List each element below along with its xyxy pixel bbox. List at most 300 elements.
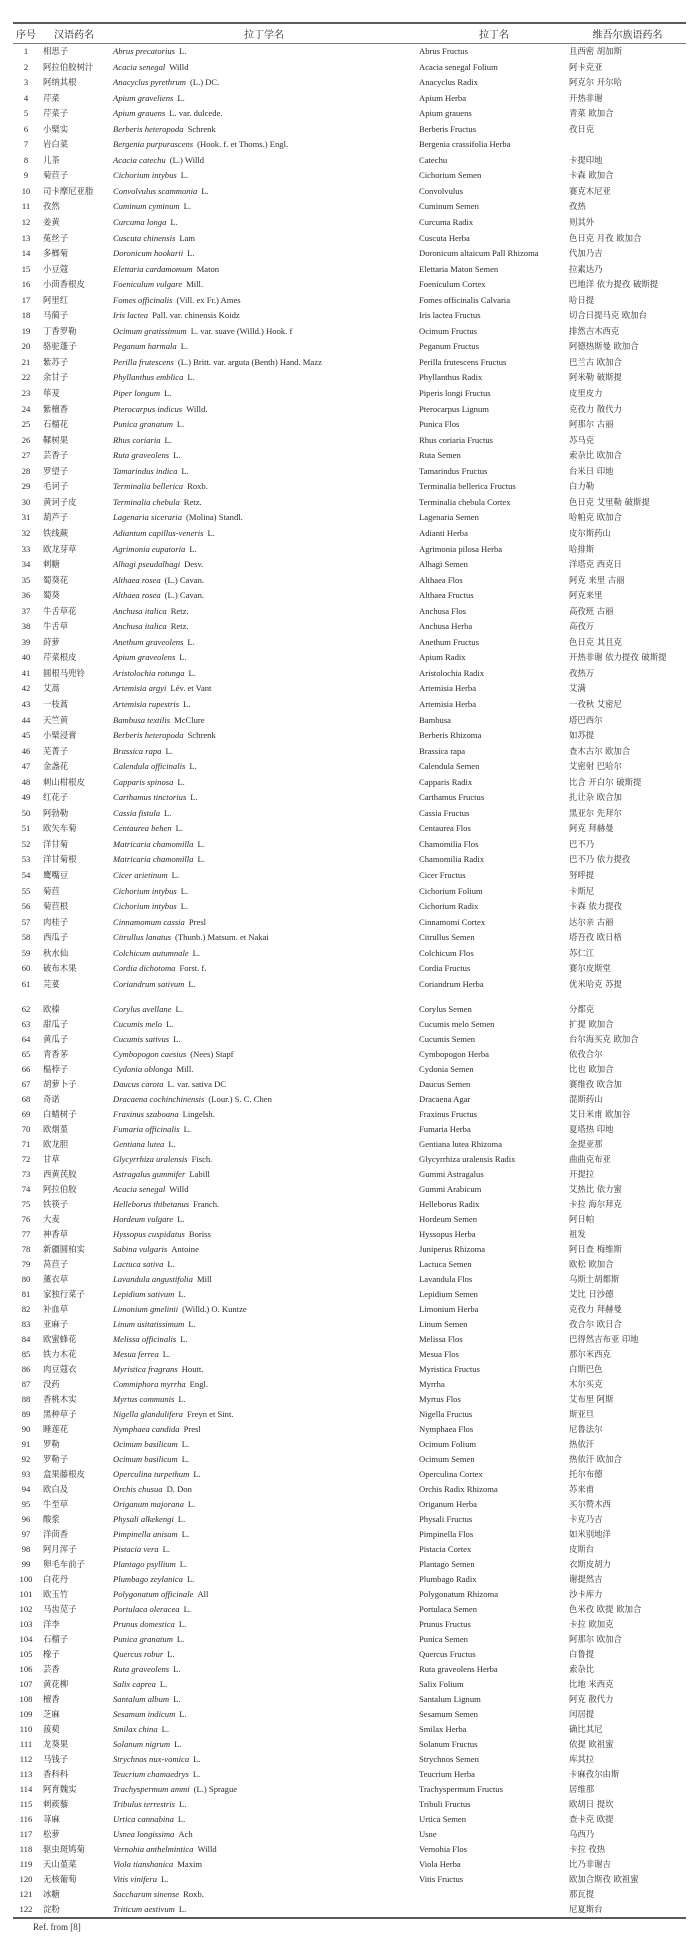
genus-species: Corylus avellane — [113, 1004, 172, 1015]
table-row — [13, 1482, 686, 1497]
latin-name: Aristolochia Radix — [419, 667, 485, 678]
header-no: 序号 — [16, 30, 36, 41]
uyghur-name: 艾热比 依力蜜 — [569, 1184, 622, 1195]
genus-species: Terminalia bellerica — [113, 481, 184, 492]
latin-scientific-name — [109, 744, 419, 760]
uyghur-name: 卡提印地 — [569, 154, 603, 165]
latin-name: Bambusa — [419, 714, 451, 725]
chinese-name: 刺山柑根皮 — [43, 776, 85, 787]
genus-species: Cassia fistula — [113, 807, 161, 818]
row-number: 23 — [21, 388, 31, 399]
row-number: 103 — [19, 1619, 33, 1630]
row-number: 118 — [19, 1844, 33, 1855]
uyghur-name: 塔巴西尔 — [569, 714, 603, 725]
latin-name: Anethum Fructus — [419, 636, 479, 647]
herb-table-container — [13, 22, 686, 1919]
row-number: 116 — [19, 1814, 33, 1825]
genus-species: Bambusa textilis — [113, 714, 171, 725]
uyghur-name: 台米日 印地 — [569, 465, 614, 476]
uyghur-name: 巴不乃 — [569, 838, 595, 849]
table-row — [13, 1707, 686, 1722]
author-citation: L. var. sativa DC — [167, 1079, 227, 1090]
latin-scientific-name — [109, 619, 419, 635]
author-citation: L. — [193, 1754, 201, 1765]
table-row — [13, 1737, 686, 1752]
chinese-name: 小檗浸膏 — [43, 730, 77, 741]
author-citation: L. — [178, 1619, 187, 1630]
latin-scientific-name — [109, 1812, 419, 1827]
latin-scientific-name — [109, 122, 419, 138]
author-citation: Willd — [169, 1184, 189, 1195]
latin-scientific-name — [109, 75, 419, 91]
chinese-name: 小檗实 — [43, 123, 69, 134]
latin-scientific-name — [109, 666, 419, 682]
latin-name: Terminalia chebula Cortex — [419, 496, 511, 507]
author-citation: Fisch. — [191, 1154, 213, 1165]
uyghur-name: 扎让杂 欧合加 — [569, 792, 622, 803]
author-citation: L. — [177, 776, 185, 787]
chinese-name: 大麦 — [43, 1214, 60, 1225]
row-number: 115 — [19, 1799, 33, 1810]
genus-species: Orchis chusua — [113, 1484, 163, 1495]
uyghur-name: 巴兰古 欧加合 — [569, 356, 622, 367]
uyghur-name: 卡森 依力提孜 — [569, 901, 622, 912]
table-row — [13, 1152, 686, 1167]
latin-scientific-name — [109, 510, 419, 526]
latin-name: Alhagi Semen — [419, 559, 468, 570]
author-citation: Retz. — [170, 605, 189, 616]
latin-scientific-name — [109, 370, 419, 386]
author-citation: L. — [162, 1349, 171, 1360]
table-row — [13, 635, 686, 651]
uyghur-name: 艾比 日沙德 — [569, 1289, 614, 1300]
latin-scientific-name — [109, 1902, 419, 1917]
author-citation: L. — [165, 745, 173, 756]
latin-name: Gummi Arabicum — [419, 1184, 482, 1195]
table-row — [13, 1617, 686, 1632]
row-number: 49 — [21, 792, 31, 803]
table-row — [13, 215, 686, 231]
latin-scientific-name — [109, 1077, 419, 1092]
chinese-name: 一枝蒿 — [43, 698, 69, 709]
uyghur-name: 阿那尔 古丽 — [569, 419, 614, 430]
row-number: 31 — [21, 512, 31, 523]
table-row — [13, 557, 686, 573]
table-row — [13, 1047, 686, 1062]
author-citation: Forst. f. — [179, 963, 207, 974]
table-row — [13, 1197, 686, 1212]
latin-scientific-name — [109, 542, 419, 558]
uyghur-name: 买尔赞木西 — [569, 1499, 611, 1510]
genus-species: Portulaca oleracea — [113, 1604, 180, 1615]
uyghur-name: 皮里皮力 — [569, 388, 603, 399]
row-number: 108 — [19, 1694, 33, 1705]
author-citation: L. — [187, 248, 195, 259]
chinese-name: 艾蒿 — [43, 683, 60, 694]
uyghur-name: 苏仁江 — [569, 947, 595, 958]
chinese-name: 刺蒺藜 — [43, 1799, 69, 1810]
author-citation: L. — [178, 1394, 186, 1405]
uyghur-name: 托尔布德 — [569, 1469, 603, 1480]
author-citation: L. — [181, 1439, 190, 1450]
chinese-name: 鞣树果 — [43, 434, 69, 445]
latin-scientific-name — [109, 246, 419, 262]
uyghur-name: 比乃非谢吉 — [569, 1859, 611, 1870]
uyghur-name: 阿克尔 开尔哈 — [569, 77, 622, 88]
latin-name: Vernohia Flos — [419, 1844, 467, 1855]
author-citation: L. — [170, 217, 178, 228]
table-bottom-rule — [13, 1917, 686, 1919]
latin-scientific-name — [109, 479, 419, 495]
author-citation: L. — [180, 901, 189, 912]
author-citation: L. — [173, 1664, 181, 1675]
latin-scientific-name — [109, 495, 419, 511]
uyghur-name: 苏来甫 — [569, 1484, 595, 1495]
latin-name: Salix Folium — [419, 1679, 464, 1690]
latin-scientific-name — [109, 433, 419, 449]
latin-scientific-name — [109, 697, 419, 713]
genus-species: Abrus precatorius — [113, 46, 175, 56]
author-citation: D. Don — [166, 1484, 192, 1495]
uyghur-name: 欧松 欧加合 — [569, 1259, 614, 1270]
row-number: 64 — [21, 1034, 31, 1045]
genus-species: Punica granatum — [113, 1634, 173, 1645]
latin-name: Nigella Fructus — [419, 1409, 473, 1420]
genus-species: Peganum harmala — [113, 341, 177, 352]
row-number: 70 — [21, 1124, 31, 1135]
reference-note: Ref. from [8] — [33, 1922, 81, 1932]
uyghur-name: 艾密射 巴哈尔 — [569, 761, 622, 772]
uyghur-name: 如米别地洋 — [569, 1529, 611, 1540]
genus-species: Lepidium sativum — [113, 1289, 175, 1300]
table-row — [13, 1212, 686, 1227]
genus-species: Matricaria chamomilla — [113, 838, 194, 849]
chinese-name: 洋甘菊根 — [43, 854, 77, 865]
latin-name: Usne — [419, 1829, 437, 1840]
genus-species: Cuscuta chinensis — [113, 232, 176, 243]
table-row — [13, 1557, 686, 1572]
chinese-name: 冰糖 — [43, 1889, 60, 1900]
chinese-name: 圆根马兜铃 — [43, 667, 85, 678]
genus-species: Cucumis sativus — [113, 1034, 170, 1045]
chinese-name: 芜菁子 — [43, 745, 69, 756]
table-row — [13, 961, 686, 977]
uyghur-name: 如苏提 — [569, 730, 595, 741]
row-number: 40 — [21, 652, 31, 663]
row-number: 4 — [23, 92, 29, 103]
table-row — [13, 324, 686, 340]
row-number: 8 — [23, 154, 29, 165]
row-number: 45 — [21, 730, 31, 741]
chinese-name: 小豆蔻 — [43, 263, 69, 274]
chinese-name: 洋甘菊 — [43, 838, 69, 849]
latin-name: Lagenaria Semen — [419, 512, 479, 523]
row-number: 93 — [21, 1469, 31, 1480]
chinese-name: 欧蜜蜂花 — [43, 1334, 77, 1345]
row-number: 92 — [21, 1454, 31, 1465]
chinese-name: 没药 — [43, 1379, 60, 1390]
latin-name: Lavandula Flos — [419, 1274, 473, 1285]
latin-scientific-name — [109, 1287, 419, 1302]
table-row — [13, 1377, 686, 1392]
uyghur-name: 一孜秋 艾密尼 — [569, 698, 622, 709]
author-citation: L. — [174, 1739, 182, 1750]
chinese-name: 马蔺子 — [43, 310, 69, 321]
genus-species: Centaurea behen — [113, 823, 172, 834]
table-row — [13, 1467, 686, 1482]
row-number: 16 — [21, 279, 31, 290]
latin-scientific-name — [109, 899, 419, 915]
genus-species: Plumbago zeylanica — [113, 1574, 183, 1585]
uyghur-name: 苏马克 — [569, 434, 595, 445]
row-number: 101 — [19, 1589, 33, 1600]
latin-name: Viola Herba — [419, 1859, 461, 1870]
genus-species: Calendula officinalis — [113, 761, 186, 772]
row-number: 21 — [21, 356, 31, 367]
latin-name: Cinnamomi Cortex — [419, 916, 486, 927]
latin-name: Acacia senegal Folium — [419, 61, 498, 72]
chinese-name: 阿育魏实 — [43, 1784, 77, 1795]
row-number: 17 — [21, 294, 31, 305]
uyghur-name: 洋塔克 西克日 — [569, 559, 622, 570]
uyghur-name: 白斯巴色 — [569, 1364, 603, 1375]
genus-species: Cymbopogon caesius — [113, 1049, 187, 1060]
chinese-name: 芝麻 — [43, 1709, 60, 1720]
uyghur-name: 曲曲克布亚 — [569, 1154, 611, 1165]
row-number: 27 — [21, 450, 31, 461]
author-citation: Presl — [188, 916, 207, 927]
genus-species: Citrullus lanatus — [113, 932, 172, 943]
uyghur-name: 卡麻孜尔由斯 — [569, 1769, 620, 1780]
author-citation: L. — [192, 947, 201, 958]
latin-name: Cichorium Folium — [419, 885, 483, 896]
latin-scientific-name — [109, 1722, 419, 1737]
row-number: 62 — [21, 1004, 31, 1015]
table-row — [13, 1512, 686, 1527]
latin-name: Prunus Fructus — [419, 1619, 471, 1630]
table-row — [13, 666, 686, 682]
genus-species: Limonium gmelinii — [113, 1304, 179, 1315]
chinese-name: 甘草 — [43, 1154, 60, 1165]
chinese-name: 薰衣草 — [43, 1274, 69, 1285]
row-number: 121 — [19, 1889, 33, 1900]
uyghur-name: 克孜力 散代力 — [569, 403, 622, 414]
chinese-name: 家独行菜子 — [43, 1289, 85, 1300]
uyghur-name: 阿卡克亚 — [569, 61, 603, 72]
chinese-name: 欧矢车菊 — [43, 823, 77, 834]
author-citation: L. — [183, 698, 191, 709]
genus-species: Vernohia anthelmintica — [113, 1844, 194, 1855]
uyghur-name: 卡拉 海尔拜克 — [569, 1199, 622, 1210]
latin-scientific-name — [109, 1017, 419, 1032]
latin-name: Fomes officinalis Calvaria — [419, 294, 511, 305]
chinese-name: 欧白及 — [43, 1484, 69, 1495]
author-citation: L. — [181, 1529, 190, 1540]
row-number: 113 — [19, 1769, 33, 1780]
chinese-name: 司卡摩尼亚脂 — [43, 185, 94, 196]
latin-name: Ruta Semen — [419, 450, 461, 461]
latin-scientific-name — [109, 852, 419, 868]
genus-species: Cydonia oblonga — [113, 1064, 173, 1075]
chinese-name: 欧龙胆 — [43, 1139, 69, 1150]
author-citation: L. — [179, 652, 187, 663]
author-citation: Lév. et Vant — [170, 683, 212, 694]
table-row — [13, 402, 686, 418]
latin-name: Carthamus Fructus — [419, 792, 485, 803]
table-row — [13, 821, 686, 837]
uyghur-name: 阿日帕 — [569, 1214, 595, 1225]
latin-scientific-name — [109, 1632, 419, 1647]
row-number: 63 — [21, 1019, 31, 1030]
latin-name: Origanum Herba — [419, 1499, 477, 1510]
chinese-name: 阿拉伯胶树汁 — [43, 61, 94, 72]
uyghur-name: 热依汗 — [569, 1439, 595, 1450]
table-row — [13, 1902, 686, 1917]
uyghur-name: 孜日克 — [569, 123, 595, 134]
table-row — [13, 1782, 686, 1797]
table-row — [13, 1872, 686, 1887]
uyghur-name: 阿日查 梅维斯 — [569, 1244, 622, 1255]
table-row — [13, 1272, 686, 1287]
chinese-name: 马钱子 — [43, 1754, 69, 1765]
genus-species: Perilla frutescens — [113, 356, 174, 367]
genus-species: Pistacia vera — [113, 1544, 159, 1555]
chinese-name: 补血草 — [43, 1304, 69, 1315]
chinese-name: 蜀葵花 — [43, 574, 69, 585]
latin-scientific-name — [109, 448, 419, 464]
genus-species: Polygonatum officinale — [113, 1589, 194, 1600]
table-row — [13, 1332, 686, 1347]
row-number: 59 — [21, 947, 31, 958]
latin-scientific-name — [109, 1452, 419, 1467]
table-row — [13, 1572, 686, 1587]
chinese-name: 余甘子 — [43, 372, 69, 383]
uyghur-name: 查卡克 欧提 — [569, 1814, 614, 1825]
table-row — [13, 137, 686, 153]
uyghur-name: 阿克 拜赫曼 — [569, 823, 614, 834]
uyghur-name: 艾满 — [569, 683, 586, 694]
chinese-name: 刺糖 — [43, 559, 60, 570]
latin-scientific-name — [109, 1527, 419, 1542]
latin-name: Curcuma Radix — [419, 217, 474, 228]
latin-name: Capparis Radix — [419, 776, 473, 787]
genus-species: Matricaria chamomilla — [113, 854, 194, 865]
table-row — [13, 542, 686, 558]
table-row — [13, 806, 686, 822]
latin-name: Adianti Herba — [419, 527, 468, 538]
author-citation: Lam — [179, 232, 196, 243]
chinese-name: 香科科 — [43, 1769, 69, 1780]
genus-species: Ocimum gratissimum — [113, 325, 187, 336]
table-row — [13, 246, 686, 262]
genus-species: Lavandula angustifolia — [113, 1274, 193, 1285]
chinese-name: 卵毛车前子 — [43, 1559, 85, 1570]
latin-scientific-name — [109, 1332, 419, 1347]
author-citation: L. — [180, 1334, 188, 1345]
author-citation: L. — [197, 854, 205, 865]
latin-scientific-name — [109, 1692, 419, 1707]
table-row — [13, 1392, 686, 1407]
latin-scientific-name — [109, 1752, 419, 1767]
chinese-name: 菊苣子 — [43, 170, 69, 181]
author-citation: L. — [178, 1289, 186, 1300]
chinese-name: 岩白菜 — [43, 139, 69, 150]
latin-scientific-name — [109, 775, 419, 791]
uyghur-name: 色日克 月孜 欧加合 — [569, 232, 642, 243]
author-citation: L. — [178, 1904, 187, 1915]
table-row — [13, 433, 686, 449]
author-citation: L. — [173, 450, 181, 461]
latin-name — [419, 1887, 569, 1902]
chinese-name: 天山堇菜 — [43, 1859, 77, 1870]
author-citation: McClure — [174, 714, 205, 725]
table-row — [13, 370, 686, 386]
latin-scientific-name — [109, 713, 419, 729]
latin-name: Ocimum Semen — [419, 1454, 475, 1465]
row-number: 60 — [21, 963, 31, 974]
genus-species: Agrimonia eupatoria — [113, 543, 186, 554]
chinese-name: 丁香罗勒 — [43, 325, 77, 336]
latin-name: Apium grauens — [419, 108, 472, 119]
chinese-name: 洋茴香 — [43, 1529, 69, 1540]
latin-scientific-name — [109, 1512, 419, 1527]
chinese-name: 荜茇 — [43, 388, 60, 399]
row-number: 1 — [23, 46, 29, 56]
latin-name — [419, 1902, 569, 1917]
genus-species: Trachyspermum ammi — [113, 1784, 190, 1795]
latin-scientific-name — [109, 1677, 419, 1692]
author-citation: L. — [162, 1544, 170, 1555]
genus-species: Aristolochia rotunga — [113, 667, 185, 678]
row-number: 47 — [21, 761, 31, 772]
table-row — [13, 977, 686, 993]
table-row — [13, 417, 686, 433]
table-row — [13, 759, 686, 775]
author-citation: Houtt. — [181, 1364, 204, 1375]
chinese-name: 芸香子 — [43, 450, 69, 461]
latin-scientific-name — [109, 1467, 419, 1482]
author-citation: Desv. — [184, 559, 204, 570]
table-row — [13, 1347, 686, 1362]
latin-scientific-name — [109, 1062, 419, 1077]
chinese-name: 毛诃子 — [43, 481, 69, 492]
row-number: 114 — [19, 1784, 33, 1795]
author-citation: Boriss — [188, 1229, 211, 1240]
row-number: 39 — [21, 636, 31, 647]
row-number: 57 — [21, 916, 31, 927]
chinese-name: 芹菜根皮 — [43, 652, 77, 663]
uyghur-name — [569, 137, 686, 153]
latin-scientific-name — [109, 790, 419, 806]
chinese-name: 菊苣根 — [43, 901, 69, 912]
genus-species: Teucrium chamaedrys — [113, 1769, 189, 1780]
author-citation: Schrenk — [187, 123, 216, 134]
author-citation: (Hook. f. et Thoms.) Engl. — [197, 139, 289, 150]
row-number: 104 — [19, 1634, 33, 1645]
latin-scientific-name — [109, 1647, 419, 1662]
latin-scientific-name — [109, 588, 419, 604]
row-number: 34 — [21, 559, 31, 570]
table-row — [13, 1407, 686, 1422]
table-row — [13, 713, 686, 729]
chinese-name: 洋李 — [43, 1619, 60, 1630]
chinese-name: 檀香 — [43, 1694, 60, 1705]
latin-name: Hordeum Semen — [419, 1214, 477, 1225]
chinese-name: 阿拉伯胶 — [43, 1184, 77, 1195]
latin-scientific-name — [109, 417, 419, 433]
row-number: 109 — [19, 1709, 33, 1720]
latin-name: Calendula Semen — [419, 761, 480, 772]
